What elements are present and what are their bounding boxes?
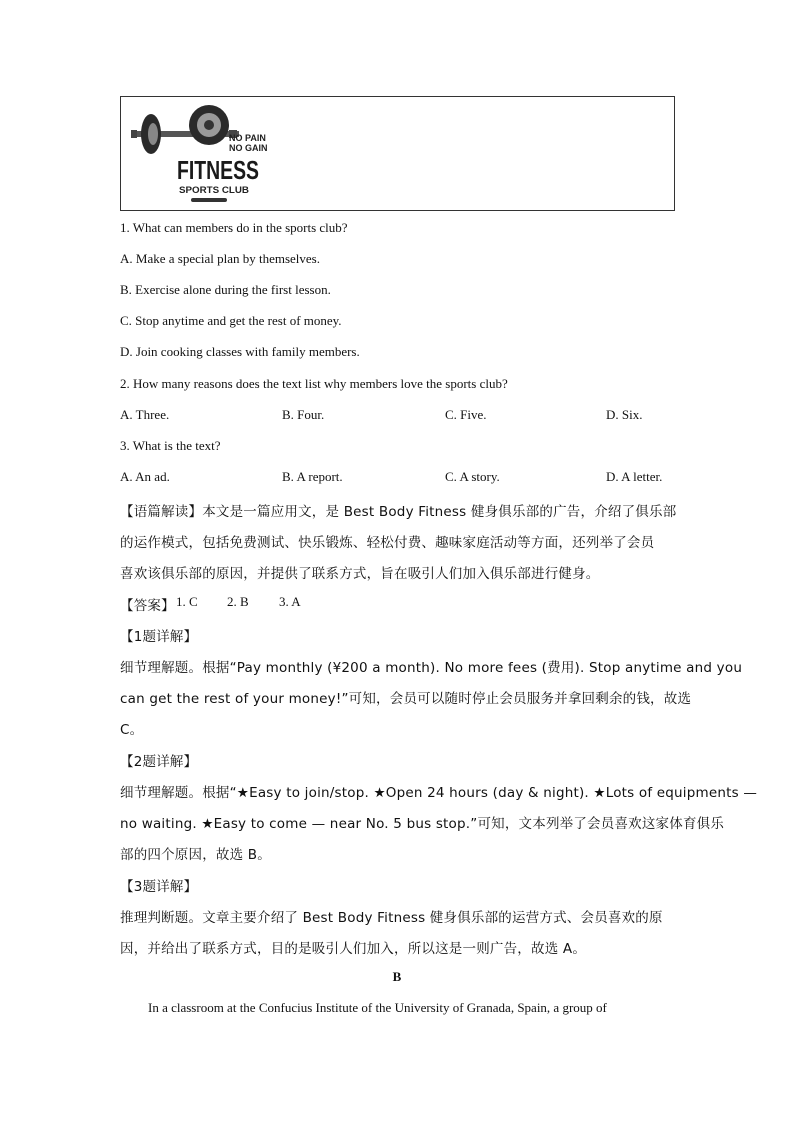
logo-title: FITNESS: [177, 155, 259, 185]
detail-3-title: 【3题详解】: [120, 879, 198, 895]
fitness-logo: [129, 103, 268, 207]
logo-line2: NO GAIN: [229, 143, 268, 153]
section-b-first-line: In a classroom at the Confucius Institute of the University of Granada, Spain, a group of: [148, 1000, 607, 1015]
q2-option-b: B. Four.: [282, 407, 325, 422]
answer-1: 1. C: [176, 594, 198, 609]
dumbbell-plate-left-inner: [148, 123, 158, 145]
detail-3-line-2: 因，并给出了联系方式，目的是吸引人们加入，所以这是一则广告，故选 A。: [120, 941, 587, 957]
q2-question: 2. How many reasons does the text list why members love the sports club?: [120, 376, 508, 391]
q1-option-a: A. Make a special plan by themselves.: [120, 251, 320, 266]
detail-2-line-2: no waiting. ★Easy to come — near No. 5 bus stop.”可知，文本列举了会员喜欢这家体育俱乐: [120, 816, 725, 832]
logo-subtitle: SPORTS CLUB: [179, 185, 250, 195]
q2-option-a: A. Three.: [120, 407, 170, 422]
q3-option-d: D. A letter.: [606, 469, 663, 484]
section-b-label: B: [392, 969, 402, 984]
dumbbell-plate-right-hub: [204, 120, 214, 130]
analysis-intro-line-1: 【语篇解读】本文是一篇应用文，是 Best Body Fitness 健身俱乐部的广告，介绍了俱乐部: [120, 504, 677, 520]
dumbbell-end-left: [131, 130, 137, 138]
logo-underline: [191, 198, 227, 202]
q3-question: 3. What is the text?: [120, 438, 221, 453]
detail-1-line-1: 细节理解题。根据“Pay monthly (¥200 a month). No more fees (费用). Stop anytime and you: [120, 660, 743, 676]
q3-option-b: B. A report.: [282, 469, 343, 484]
answer-label: 【答案】: [120, 598, 175, 614]
detail-1-title: 【1题详解】: [120, 629, 198, 645]
detail-1-line-2: can get the rest of your money!”可知，会员可以随时停止会员服务并拿回剩余的钱，故选: [120, 691, 692, 707]
detail-2-line-3: 部的四个原因，故选 B。: [120, 847, 271, 863]
detail-3-line-1: 推理判断题。文章主要介绍了 Best Body Fitness 健身俱乐部的运营方式、会员喜欢的原: [120, 910, 663, 926]
q3-option-c: C. A story.: [445, 469, 500, 484]
detail-1-line-3: C。: [120, 722, 144, 738]
q1-question: 1. What can members do in the sports club?: [120, 220, 348, 235]
logo-line1: NO PAIN: [229, 133, 266, 143]
detail-2-line-1: 细节理解题。根据“★Easy to join/stop. ★Open 24 hours (day & night). ★Lots of equipments —: [120, 785, 758, 801]
answer-3: 3. A: [279, 594, 301, 609]
q3-option-a: A. An ad.: [120, 469, 170, 484]
detail-2-title: 【2题详解】: [120, 754, 198, 770]
q2-option-d: D. Six.: [606, 407, 643, 422]
answer-2: 2. B: [227, 594, 249, 609]
q1-option-c: C. Stop anytime and get the rest of money.: [120, 313, 342, 328]
analysis-intro-line-3: 喜欢该俱乐部的原因，并提供了联系方式，旨在吸引人们加入俱乐部进行健身。: [120, 566, 600, 582]
q2-option-c: C. Five.: [445, 407, 487, 422]
q1-option-d: D. Join cooking classes with family members.: [120, 344, 360, 359]
q1-option-b: B. Exercise alone during the first lesson.: [120, 282, 331, 297]
analysis-intro-line-2: 的运作模式，包括免费测试、快乐锻炼、轻松付费、趣味家庭活动等方面，还列举了会员: [120, 535, 655, 551]
logo-box: [120, 96, 675, 211]
